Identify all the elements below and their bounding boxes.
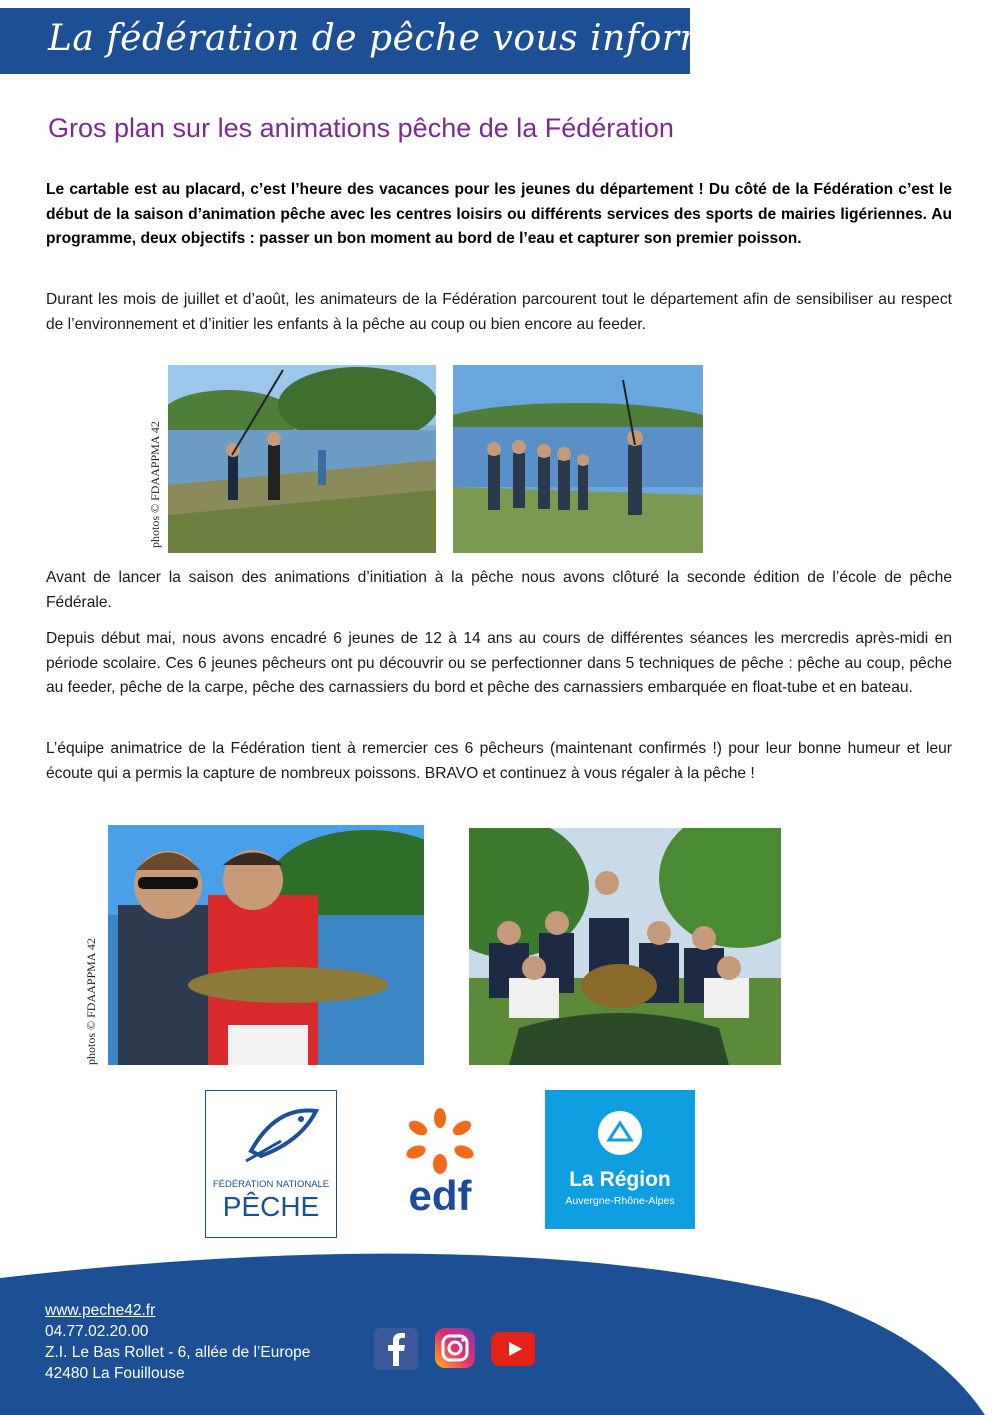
photo-boys-with-pike (108, 825, 424, 1065)
region-logo (545, 1090, 695, 1229)
address-line-1: Z.I. Le Bas Rollet - 6, allée de l’Europe (45, 1344, 311, 1361)
photo-group-by-lake (453, 365, 703, 553)
photo-credit: photos © FDAAPPMA 42 (84, 938, 98, 1065)
fnp-label-line2: PÊCHE (222, 1191, 320, 1222)
paragraph-school: Avant de lancer la saison des animations d’initiation à la pêche nous avons clôturé la seconde édition de l’école de pêche Fédérale. (46, 569, 952, 611)
footer-contact (45, 1300, 310, 1384)
facebook-icon[interactable] (374, 1328, 418, 1370)
paragraph-summer: Durant les mois de juillet et d’août, les animateurs de la Fédération parcourent tout le département afin de sensibiliser au respect de l’environnement et d’initier les enfants à la pêche au coup ou bien encore au feeder. (46, 291, 952, 333)
fnp-label-line1: FÉDÉRATION NATIONALE (212, 1179, 330, 1190)
photo-group-with-carp (469, 828, 781, 1065)
article-subtitle: Gros plan sur les animations pêche de la Fédération (48, 113, 674, 143)
photo-kids-fishing-lake (168, 365, 436, 553)
website-link[interactable]: www.peche42.fr (45, 1302, 156, 1319)
instagram-icon[interactable] (435, 1328, 479, 1370)
edf-logo (376, 1100, 504, 1228)
youtube-icon[interactable] (491, 1332, 535, 1374)
paragraph-sessions: Depuis début mai, nous avons encadré 6 jeunes de 12 à 14 ans au cours de différentes séances les mercredis après-midi en période scolaire. Ces 6 jeunes pêcheurs ont pu découvrir ou se perfectionner dans 5 techniques de pêche : pêche au coup, pêche au feeder, pêche de la carpe, pêche des carnassiers du bord et pêche des carnassiers embarquée en float-tube et en bateau. (46, 630, 952, 696)
fnp-logo (205, 1090, 337, 1238)
phone-number: 04.77.02.20.00 (45, 1323, 149, 1340)
region-name: La Région (569, 1168, 671, 1191)
intro-paragraph: Le cartable est au placard, c’est l’heure des vacances pour les jeunes du département ! Du côté de la Fédération c’est le début de la saison d’animation pêche avec les centres loisirs ou différents services des sports de mairies ligériennes. Au programme, deux objectifs : passer un bon moment au bord de l’eau et capturer son premier poisson. (46, 181, 952, 247)
photo-credit: photos © FDAAPPMA 42 (148, 421, 162, 548)
region-subtitle: Auvergne-Rhône-Alpes (565, 1195, 675, 1207)
paragraph-thanks: L’équipe animatrice de la Fédération tient à remercier ces 6 pêcheurs (maintenant confirmés !) pour leur bonne humeur et leur écoute qui a permis la capture de nombreux poissons. BRAVO et continuez à vous régaler à la pêche ! (46, 740, 952, 782)
edf-sun-icon (400, 1108, 480, 1178)
address-line-2: 42480 La Fouillouse (45, 1365, 185, 1382)
edf-label: edf (408, 1172, 472, 1219)
header-banner (0, 8, 736, 74)
page-title: La fédération de pêche vous informe (48, 18, 736, 59)
fish-icon (241, 1101, 321, 1169)
region-icon (597, 1110, 643, 1156)
